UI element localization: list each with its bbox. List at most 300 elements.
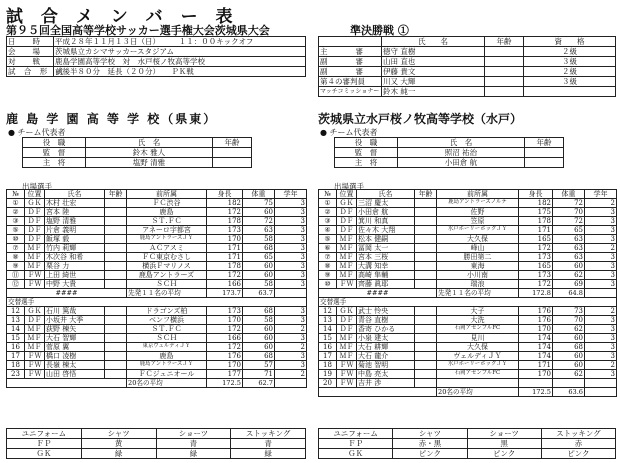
player-number: 15 bbox=[319, 334, 337, 343]
player-name: 長嶺 棟太 bbox=[45, 361, 105, 370]
avg-grade bbox=[585, 289, 617, 298]
player-weight: 68 bbox=[243, 352, 275, 361]
player-number: 13 bbox=[7, 316, 25, 325]
player-weight: 60 bbox=[553, 361, 585, 370]
match-info-row bbox=[7, 37, 306, 47]
staff-row bbox=[23, 158, 252, 168]
team-b-name: 茨城県立水戸桜ノ牧高等学校（水戸） bbox=[318, 112, 523, 126]
player-grade: 3 bbox=[275, 316, 307, 325]
player-former-club: ドラゴンズ柏 bbox=[127, 307, 207, 316]
player-name: 佐々木 大翔 bbox=[357, 226, 415, 235]
players-header-cell: 氏名 bbox=[357, 190, 415, 199]
team-a-players-table bbox=[6, 189, 307, 388]
player-row bbox=[319, 226, 617, 235]
player-height: 172 bbox=[207, 343, 243, 352]
staff-header-row bbox=[335, 138, 564, 148]
player-age bbox=[415, 379, 437, 388]
player-row bbox=[7, 199, 307, 208]
player-name: 片倉 義明 bbox=[45, 226, 105, 235]
uniform-cell: ＧＫ bbox=[319, 449, 393, 459]
player-number: ⑪ bbox=[7, 271, 25, 280]
official-grade: ３級 bbox=[524, 57, 616, 67]
avg-label: 先発１１名の平均 bbox=[437, 289, 519, 298]
player-number: ⑨ bbox=[7, 262, 25, 271]
player-position: ＭＦ bbox=[337, 334, 357, 343]
player-weight bbox=[553, 379, 585, 388]
player-former-club: 横浜Ｆマリノス bbox=[127, 262, 207, 271]
uniform-cell: ＧＫ bbox=[7, 449, 82, 459]
player-weight: 62 bbox=[553, 325, 585, 334]
official-row bbox=[319, 57, 616, 67]
player-row bbox=[319, 199, 617, 208]
official-grade: ２級 bbox=[524, 67, 616, 77]
player-weight: 60 bbox=[553, 334, 585, 343]
player-number: 14 bbox=[319, 325, 337, 334]
player-former-club: ＳＣＨ bbox=[127, 280, 207, 289]
uniform-header-cell: ユニフォーム bbox=[7, 429, 82, 439]
player-former-club: 大洗 bbox=[437, 316, 519, 325]
player-height: 178 bbox=[207, 262, 243, 271]
uniform-header-row bbox=[319, 429, 616, 439]
player-former-club: 鹿島 bbox=[127, 352, 207, 361]
player-grade bbox=[585, 379, 617, 388]
uniform-header-cell: シャツ bbox=[81, 429, 156, 439]
player-height: 175 bbox=[519, 208, 553, 217]
player-number: 13 bbox=[319, 316, 337, 325]
staff-name: 小田倉 航 bbox=[398, 158, 525, 168]
player-former-club: 鹿島アントラーズノルテ bbox=[437, 199, 519, 208]
players-header-cell: 体重 bbox=[243, 190, 275, 199]
player-name: 松本 健嗣 bbox=[357, 235, 415, 244]
player-position: ＭＦ bbox=[25, 262, 45, 271]
player-row bbox=[7, 217, 307, 226]
player-age bbox=[415, 235, 437, 244]
player-height: 176 bbox=[519, 307, 553, 316]
player-position: ＤＦ bbox=[25, 226, 45, 235]
player-height: 166 bbox=[207, 280, 243, 289]
player-position: ＦＷ bbox=[337, 361, 357, 370]
player-row bbox=[319, 244, 617, 253]
player-position: ＭＦ bbox=[25, 325, 45, 334]
player-age bbox=[415, 226, 437, 235]
player-position: ＭＦ bbox=[25, 253, 45, 262]
match-info-table bbox=[6, 36, 306, 77]
player-weight: 60 bbox=[243, 271, 275, 280]
player-former-club: ＳＣＨ bbox=[127, 334, 207, 343]
info-value: 茨城県立カシマサッカースタジアム bbox=[54, 47, 306, 57]
info-value: 前後半８０分 延長（２０分） ＰＫ戦 bbox=[54, 67, 306, 77]
player-number: ④ bbox=[319, 226, 337, 235]
player-number: ① bbox=[319, 199, 337, 208]
avg-label: 20名の平均 bbox=[127, 379, 207, 388]
player-row bbox=[319, 370, 617, 379]
staff-header-cell: 役 職 bbox=[335, 138, 398, 148]
uniform-cell: ピンク bbox=[393, 449, 467, 459]
official-grade: ２級 bbox=[524, 47, 616, 57]
staff-role: 監 督 bbox=[23, 148, 86, 158]
staff-header-cell: 年齢 bbox=[525, 138, 564, 148]
player-height: 176 bbox=[519, 316, 553, 325]
player-number: 12 bbox=[319, 307, 337, 316]
players-header-cell: 年齢 bbox=[415, 190, 437, 199]
player-name: 栗谷 力 bbox=[45, 262, 105, 271]
avg-height: 173.7 bbox=[207, 289, 243, 298]
player-weight: 72 bbox=[243, 217, 275, 226]
player-grade: 3 bbox=[585, 226, 617, 235]
player-number: ⑧ bbox=[319, 262, 337, 271]
player-age bbox=[105, 307, 127, 316]
player-age bbox=[105, 217, 127, 226]
player-number: ⑦ bbox=[319, 253, 337, 262]
uniform-cell: 赤・黒 bbox=[393, 439, 467, 449]
page-title: 試 合 メ ン バ ー 表 bbox=[6, 7, 239, 27]
player-number: ③ bbox=[7, 217, 25, 226]
player-row bbox=[7, 370, 307, 379]
player-name: 飯塚 毅 bbox=[45, 235, 105, 244]
player-former-club: 水戸ホーリーホックＪＹ bbox=[437, 361, 519, 370]
player-height: 182 bbox=[207, 199, 243, 208]
info-key: 日 時 bbox=[7, 37, 54, 47]
uniform-header-cell: ユニフォーム bbox=[319, 429, 393, 439]
players-header-cell: 年齢 bbox=[105, 190, 127, 199]
player-name: 石川 篤哉 bbox=[45, 307, 105, 316]
player-height: 177 bbox=[207, 370, 243, 379]
info-key: 試 合 形 式 bbox=[8, 66, 67, 76]
sub-label-row bbox=[7, 298, 307, 307]
player-number: 17 bbox=[7, 352, 25, 361]
player-former-club: ＳＴ.ＦＣ bbox=[127, 217, 207, 226]
player-grade: 3 bbox=[275, 235, 307, 244]
player-position: ＭＦ bbox=[25, 343, 45, 352]
official-role-suffix: 審 bbox=[355, 66, 363, 76]
match-info-row bbox=[7, 67, 306, 77]
player-former-club: 大子 bbox=[437, 307, 519, 316]
player-weight: 62 bbox=[553, 370, 585, 379]
player-age bbox=[415, 280, 437, 289]
player-weight: 63 bbox=[553, 235, 585, 244]
player-number: ⑦ bbox=[7, 244, 25, 253]
player-grade: 3 bbox=[275, 244, 307, 253]
official-role-suffix: 審 bbox=[355, 46, 363, 56]
avg-weight: 64.8 bbox=[553, 289, 585, 298]
player-row bbox=[319, 235, 617, 244]
player-row bbox=[319, 208, 617, 217]
player-row bbox=[319, 217, 617, 226]
player-former-club: 大久保 bbox=[437, 343, 519, 352]
player-row bbox=[7, 352, 307, 361]
uniform-cell: ピンク bbox=[467, 449, 541, 459]
player-number: ⑩ bbox=[7, 235, 25, 244]
player-weight: 73 bbox=[553, 307, 585, 316]
player-grade: 3 bbox=[585, 271, 617, 280]
player-height: 182 bbox=[519, 199, 553, 208]
staff-age bbox=[525, 148, 564, 158]
player-position: ＤＦ bbox=[25, 316, 45, 325]
player-age bbox=[415, 244, 437, 253]
player-name: 上田 綺世 bbox=[45, 271, 105, 280]
player-name: 橋口 凌樹 bbox=[45, 352, 105, 361]
player-name: 菊池 智明 bbox=[357, 361, 415, 370]
player-position: ＦＷ bbox=[25, 361, 45, 370]
info-key-suffix: 場 bbox=[32, 46, 43, 56]
player-age bbox=[105, 343, 127, 352]
player-former-club: ＦＣ渋谷 bbox=[127, 199, 207, 208]
uniform-row bbox=[7, 439, 306, 449]
official-grade bbox=[524, 87, 616, 97]
player-grade: 3 bbox=[585, 352, 617, 361]
player-age bbox=[415, 307, 437, 316]
team-a-name: 鹿 島 学 園 高 等 学 校（県東） bbox=[6, 112, 218, 126]
player-former-club: アネーロ宇都宮 bbox=[127, 226, 207, 235]
player-position: ＤＦ bbox=[25, 208, 45, 217]
player-row bbox=[319, 352, 617, 361]
uniform-cell: 緑 bbox=[156, 449, 231, 459]
player-height: 165 bbox=[519, 262, 553, 271]
player-grade: 3 bbox=[275, 271, 307, 280]
official-age bbox=[485, 77, 524, 87]
player-row bbox=[7, 208, 307, 217]
avg-height: 172.5 bbox=[519, 388, 553, 397]
officials-header-cell: 年齢 bbox=[485, 37, 524, 47]
player-age bbox=[415, 199, 437, 208]
player-age bbox=[105, 352, 127, 361]
uniform-cell: 赤 bbox=[541, 439, 615, 449]
match-info-row bbox=[7, 57, 306, 67]
team-a-staff-table bbox=[22, 137, 252, 168]
player-grade: 3 bbox=[585, 316, 617, 325]
player-weight: 68 bbox=[243, 307, 275, 316]
player-number: ⑤ bbox=[319, 235, 337, 244]
player-number: ③ bbox=[319, 217, 337, 226]
player-weight: 72 bbox=[553, 199, 585, 208]
player-age bbox=[105, 244, 127, 253]
info-key: 対 戦 bbox=[7, 57, 54, 67]
staff-row bbox=[23, 148, 252, 158]
player-height: 172 bbox=[519, 244, 553, 253]
player-age bbox=[415, 217, 437, 226]
player-height: 176 bbox=[207, 352, 243, 361]
player-age bbox=[415, 361, 437, 370]
uniform-header-cell: ストッキング bbox=[231, 429, 306, 439]
player-age bbox=[415, 316, 437, 325]
players-header-cell: 学年 bbox=[585, 190, 617, 199]
official-role: 主 審 bbox=[319, 47, 382, 57]
player-height: 174 bbox=[519, 352, 553, 361]
uniform-cell: 青 bbox=[156, 439, 231, 449]
player-position: ＤＦ bbox=[337, 325, 357, 334]
match-round: 準決勝戦 ① bbox=[350, 24, 409, 37]
player-row bbox=[319, 343, 617, 352]
player-position: ＤＦ bbox=[337, 316, 357, 325]
info-value: 鹿島学園高等学校 対 水戸桜ノ牧高等学校 bbox=[54, 57, 306, 67]
player-position: ＦＷ bbox=[337, 370, 357, 379]
staff-age bbox=[213, 148, 252, 158]
avg_all-row bbox=[319, 388, 617, 397]
player-age bbox=[105, 199, 127, 208]
player-former-club: 小川南 bbox=[437, 271, 519, 280]
uniform-cell: ピンク bbox=[541, 449, 615, 459]
avg-grade bbox=[275, 379, 307, 388]
player-row bbox=[7, 253, 307, 262]
player-height: 170 bbox=[519, 325, 553, 334]
match-info-row bbox=[7, 47, 306, 57]
player-former-club: 石岡アセンブルFC bbox=[437, 370, 519, 379]
player-height: 171 bbox=[207, 253, 243, 262]
uniform-cell: 緑 bbox=[231, 449, 306, 459]
player-position: ＦＷ bbox=[25, 352, 45, 361]
player-position: ＦＷ bbox=[337, 379, 357, 388]
player-former-club: 見川 bbox=[437, 334, 519, 343]
player-weight: 62 bbox=[553, 271, 585, 280]
player-height: 170 bbox=[207, 361, 243, 370]
player-height: 165 bbox=[519, 235, 553, 244]
player-row bbox=[7, 334, 307, 343]
player-name: 青谷 直樹 bbox=[357, 316, 415, 325]
player-former-club: 佐野 bbox=[437, 208, 519, 217]
player-number: 18 bbox=[319, 361, 337, 370]
player-age bbox=[415, 325, 437, 334]
player-number: ⑩ bbox=[319, 280, 337, 289]
player-former-club: 石岡アセンブルFC bbox=[437, 325, 519, 334]
official-row bbox=[319, 87, 616, 97]
player-weight: 60 bbox=[243, 334, 275, 343]
official-age bbox=[485, 87, 524, 97]
uniform-header-row bbox=[7, 429, 306, 439]
avg_start-row bbox=[7, 289, 307, 298]
player-age bbox=[415, 271, 437, 280]
player-age bbox=[105, 226, 127, 235]
player-age bbox=[105, 334, 127, 343]
player-position: ＦＷ bbox=[25, 280, 45, 289]
player-grade: 3 bbox=[585, 262, 617, 271]
player-grade: 3 bbox=[585, 334, 617, 343]
player-former-club: 笠原 bbox=[437, 217, 519, 226]
player-weight: 57 bbox=[243, 361, 275, 370]
player-grade: 2 bbox=[585, 307, 617, 316]
player-row bbox=[319, 271, 617, 280]
avg-grade bbox=[585, 388, 617, 397]
players-header-cell: 体重 bbox=[553, 190, 585, 199]
player-row bbox=[7, 307, 307, 316]
player-age bbox=[105, 280, 127, 289]
player-grade: 3 bbox=[585, 280, 617, 289]
player-weight: 60 bbox=[243, 208, 275, 217]
avg-height: 172.8 bbox=[519, 289, 553, 298]
players-header-row bbox=[7, 190, 307, 199]
player-weight: 71 bbox=[243, 370, 275, 379]
uniform-row bbox=[319, 449, 616, 459]
player-age bbox=[105, 235, 127, 244]
player-height: 171 bbox=[207, 244, 243, 253]
team-a-players-label: 出場選手 bbox=[22, 182, 52, 191]
player-position: ＦＷ bbox=[25, 370, 45, 379]
avg-marker: #### bbox=[7, 289, 127, 298]
player-former-club bbox=[437, 379, 519, 388]
player-row bbox=[319, 316, 617, 325]
staff-role: 監 督 bbox=[335, 148, 398, 158]
officials-header-cell: 氏 名 bbox=[382, 37, 485, 47]
player-former-club: 勝田第二 bbox=[437, 253, 519, 262]
player-number: ② bbox=[7, 208, 25, 217]
player-row bbox=[7, 271, 307, 280]
player-position: ＦＷ bbox=[337, 280, 357, 289]
players-header-cell: 身長 bbox=[207, 190, 243, 199]
player-grade: 2 bbox=[585, 199, 617, 208]
staff-age bbox=[525, 158, 564, 168]
uniform-header-cell: ストッキング bbox=[541, 429, 615, 439]
staff-header-cell: 氏 名 bbox=[398, 138, 525, 148]
official-name: 川又 大輝 bbox=[382, 77, 485, 87]
player-row bbox=[7, 280, 307, 289]
player-weight: 58 bbox=[243, 235, 275, 244]
player-position: ＭＦ bbox=[25, 334, 45, 343]
uniform-cell: 緑 bbox=[81, 449, 156, 459]
player-number: 14 bbox=[7, 325, 25, 334]
player-weight: 70 bbox=[553, 208, 585, 217]
player-name: 宮本 陸 bbox=[45, 208, 105, 217]
official-role-suffix: 審 bbox=[355, 56, 363, 66]
player-weight: 70 bbox=[553, 316, 585, 325]
player-number: 18 bbox=[7, 361, 25, 370]
player-former-club: 瑞浪 bbox=[437, 280, 519, 289]
player-height: 170 bbox=[207, 316, 243, 325]
official-name: 鈴木 純一 bbox=[382, 87, 485, 97]
officials-header-row bbox=[319, 37, 616, 47]
player-weight: 68 bbox=[243, 244, 275, 253]
uniform-row bbox=[319, 439, 616, 449]
player-weight: 60 bbox=[243, 262, 275, 271]
player-age bbox=[415, 352, 437, 361]
avg-marker bbox=[319, 388, 437, 397]
team-b-players-label: 出場選手 bbox=[334, 182, 364, 191]
player-number: ⑤ bbox=[7, 226, 25, 235]
player-grade: 3 bbox=[275, 253, 307, 262]
player-grade: 3 bbox=[585, 235, 617, 244]
player-position: ＭＦ bbox=[337, 343, 357, 352]
player-age bbox=[105, 316, 127, 325]
team-b-rep-heading: ● チーム代表者 bbox=[320, 128, 378, 137]
player-row bbox=[319, 379, 617, 388]
official-role: 副 審 bbox=[319, 57, 382, 67]
player-name: 菅原 翼 bbox=[45, 343, 105, 352]
player-former-club: ＦＣ東京むさし bbox=[127, 253, 207, 262]
player-position: ＭＦ bbox=[337, 235, 357, 244]
official-age bbox=[485, 67, 524, 77]
player-position: ＭＦ bbox=[337, 271, 357, 280]
player-grade: 3 bbox=[275, 334, 307, 343]
player-row bbox=[7, 343, 307, 352]
player-former-club: 鹿島アントラーズＪＹ bbox=[127, 361, 207, 370]
avg-label: 先発１１名の平均 bbox=[127, 289, 207, 298]
player-number: ⑥ bbox=[319, 244, 337, 253]
players-header-cell: 身長 bbox=[519, 190, 553, 199]
team-b-players-table bbox=[318, 189, 617, 397]
player-number: ① bbox=[7, 199, 25, 208]
player-age bbox=[105, 208, 127, 217]
avg-marker bbox=[7, 379, 127, 388]
player-height: 173 bbox=[207, 226, 243, 235]
player-weight: 63 bbox=[553, 244, 585, 253]
player-number: ② bbox=[319, 208, 337, 217]
player-number: ⑧ bbox=[7, 253, 25, 262]
player-position: ＭＦ bbox=[337, 244, 357, 253]
player-name: 大石 智輝 bbox=[45, 334, 105, 343]
team-b-staff-table bbox=[334, 137, 564, 168]
player-age bbox=[415, 370, 437, 379]
player-weight: 65 bbox=[553, 226, 585, 235]
player-name: 武士 怜央 bbox=[357, 307, 415, 316]
player-former-club: 水戸ホーリーホックＪＹ bbox=[437, 226, 519, 235]
